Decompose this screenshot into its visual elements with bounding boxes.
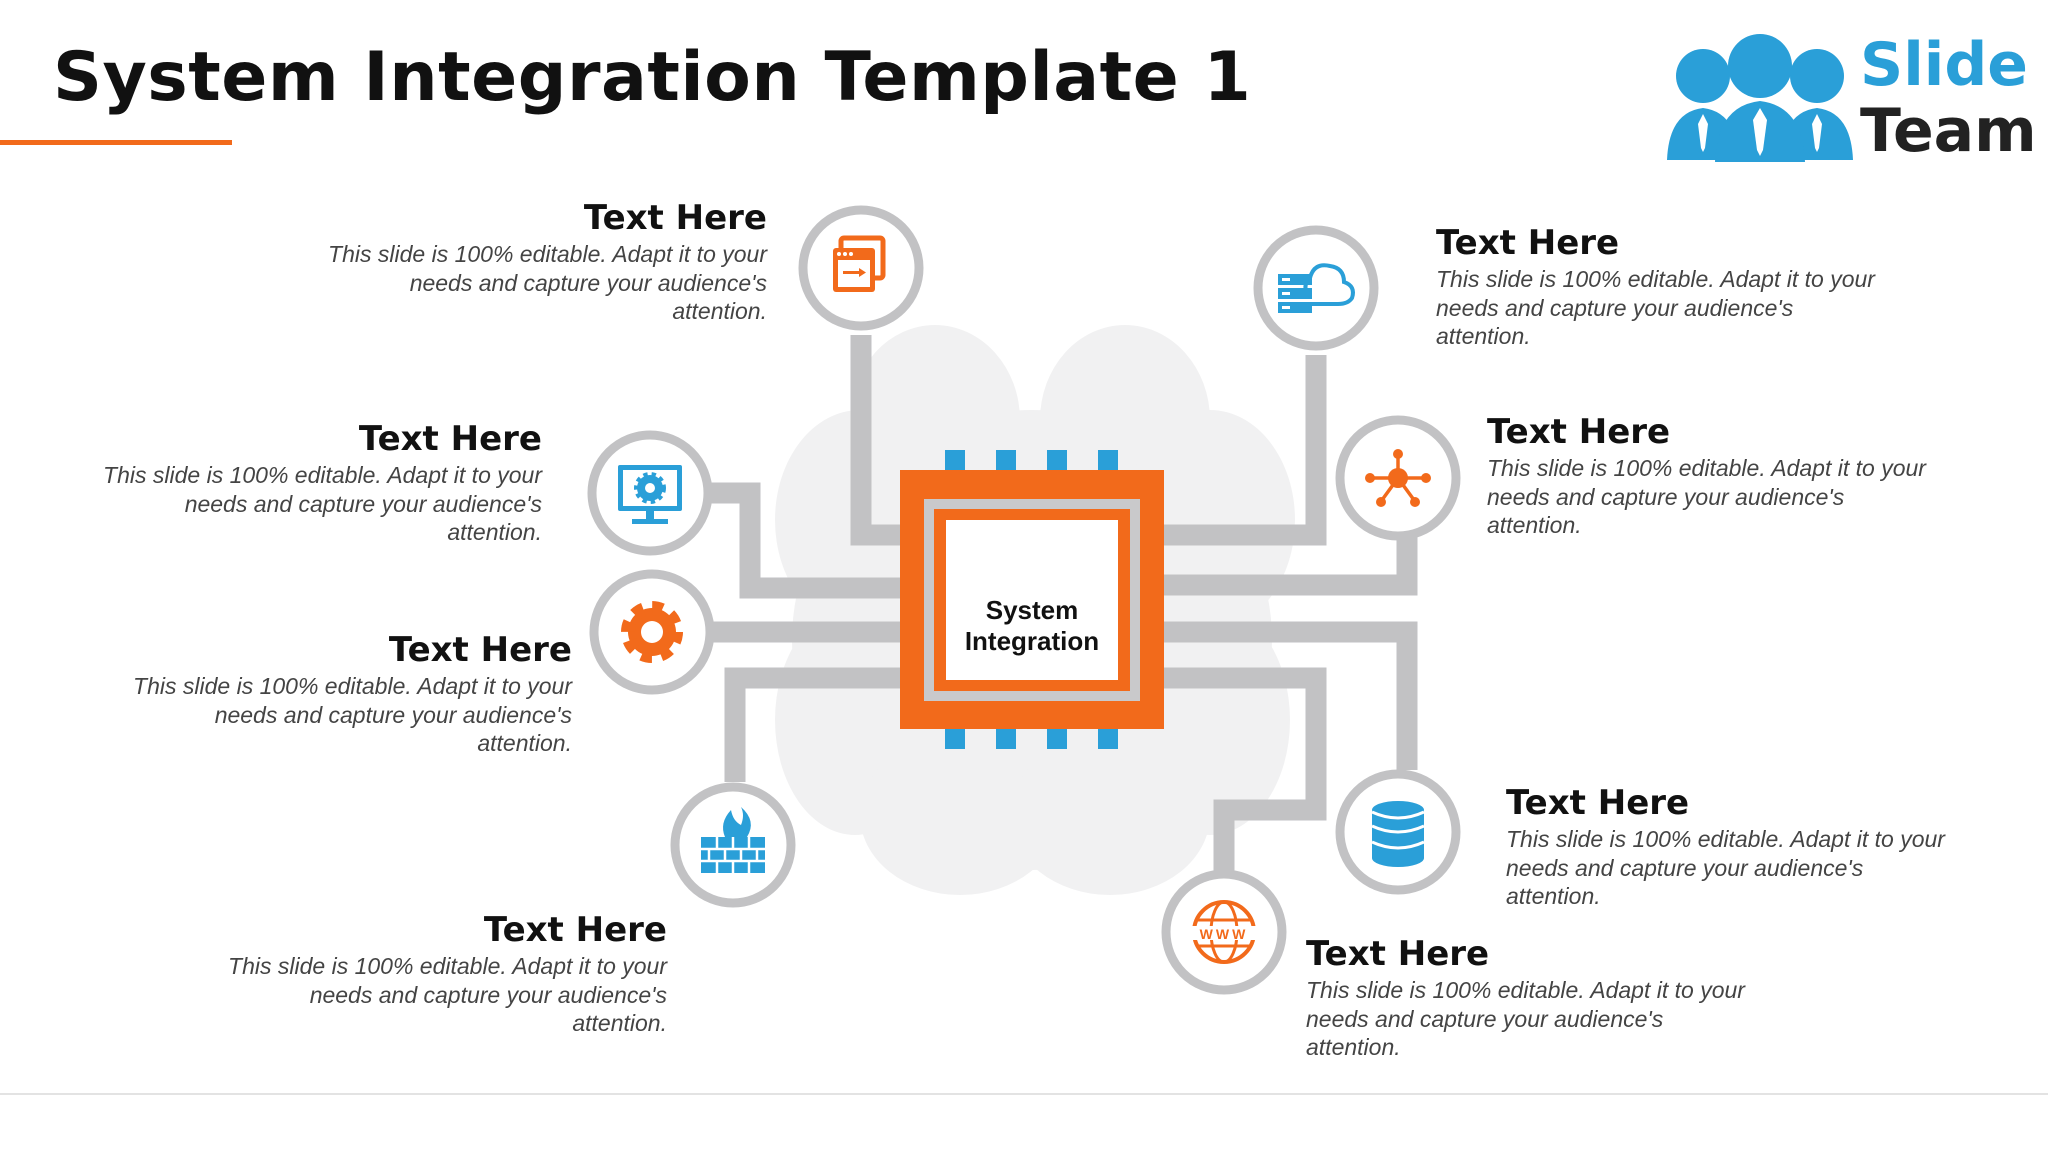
text-block-heading: Text Here (388, 630, 572, 670)
text-block-br (1306, 934, 1806, 1062)
text-block-body: This slide is 100% editable. Adapt it to your needs and capture your audience's attention. (1436, 266, 1875, 349)
footer-divider (0, 1093, 2048, 1095)
text-block-heading: Text Here (583, 198, 767, 238)
text-block-body: This slide is 100% editable. Adapt it to your needs and capture your audience's attention. (328, 241, 767, 324)
chip-label-line2: Integration (964, 626, 1100, 656)
text-block-body: This slide is 100% editable. Adapt it to your needs and capture your audience's attention. (1506, 826, 1945, 909)
text-block-body: This slide is 100% editable. Adapt it to your needs and capture your audience's attention. (1306, 977, 1745, 1060)
text-block-bl (167, 910, 667, 1038)
text-block-cr (1506, 783, 2006, 911)
text-block-heading: Text Here (1487, 412, 1671, 452)
text-block-cl (72, 630, 572, 758)
text-block-heading: Text Here (1306, 934, 1490, 974)
text-block-heading: Text Here (483, 910, 667, 950)
text-block-heading: Text Here (1506, 783, 1690, 823)
svg-text:WWW: WWW (1199, 926, 1249, 942)
gear-icon (628, 608, 676, 656)
text-block-body: This slide is 100% editable. Adapt it to your needs and capture your audience's attention. (103, 462, 542, 545)
logo-word-slide: Slide (1860, 30, 2028, 100)
text-block-body: This slide is 100% editable. Adapt it to your needs and capture your audience's attention. (228, 953, 667, 1036)
chip-label (946, 566, 1118, 686)
text-block-tr (1436, 223, 1936, 351)
chip-label-line1: System (985, 595, 1079, 625)
text-block-body: This slide is 100% editable. Adapt it to your needs and capture your audience's attention. (133, 673, 572, 756)
logo-word-team: Team (1860, 96, 2037, 166)
page-title: System Integration Template 1 (53, 38, 1252, 117)
text-block-heading: Text Here (358, 419, 542, 459)
text-block-mr (1487, 412, 1987, 540)
text-block-tl (267, 198, 767, 326)
text-block-body: This slide is 100% editable. Adapt it to your needs and capture your audience's attention. (1487, 455, 1926, 538)
text-block-heading: Text Here (1436, 223, 1620, 263)
database-icon (1372, 801, 1424, 867)
text-block-ml (42, 419, 542, 547)
